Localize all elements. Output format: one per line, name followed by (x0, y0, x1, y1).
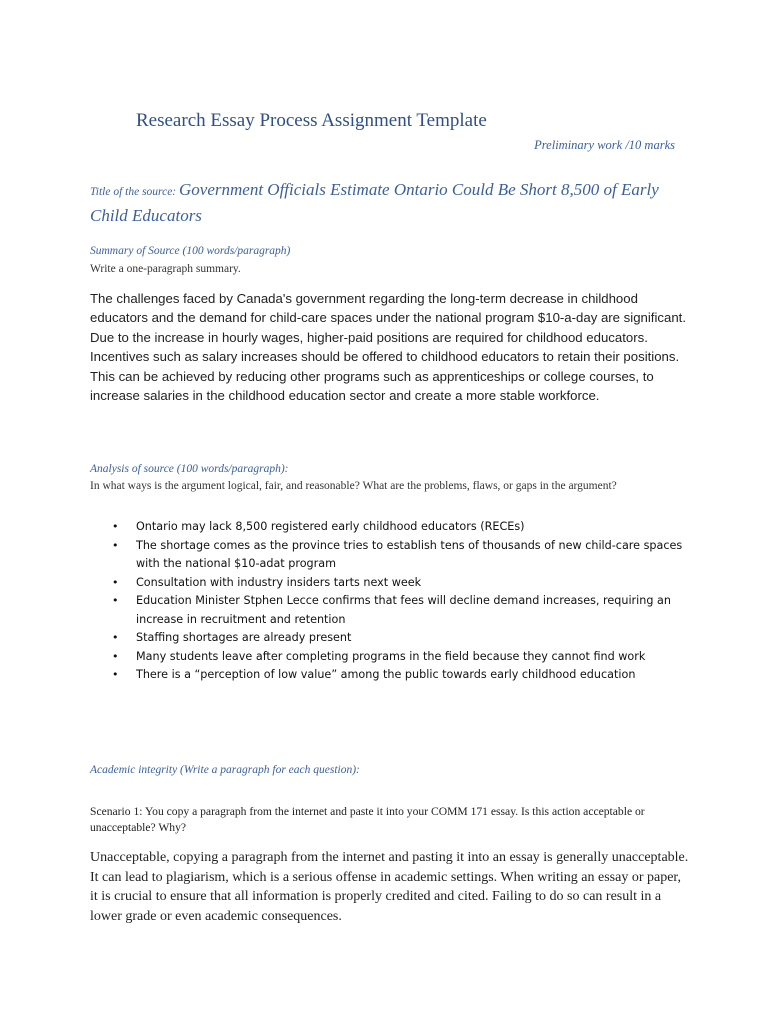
bullet-text: Consultation with industry insiders tarts next week (136, 575, 422, 589)
preliminary-marks: Preliminary work /10 marks (534, 138, 675, 152)
analysis-heading: Analysis of source (100 words/paragraph): (90, 463, 289, 475)
list-item (112, 537, 692, 574)
bullet-text: There is a “perception of low value” among the public towards early childhood education (136, 668, 636, 681)
bullet-icon: • (112, 520, 119, 533)
list-item (112, 574, 692, 593)
bullet-text: Ontario may lack 8,500 registered early childhood educators (RECEs) (136, 520, 525, 533)
page-title: Research Essay Process Assignment Template (136, 110, 487, 131)
summary-heading: Summary of Source (100 words/paragraph) (90, 245, 291, 257)
bullet-icon: • (112, 649, 119, 663)
bullet-icon: • (112, 668, 119, 681)
scenario-1-question: Scenario 1: You copy a paragraph from the internet and paste it into your COMM 171 essay. Is this action acceptable or unacceptable? Why? (90, 805, 645, 834)
list-item (112, 666, 692, 685)
source-title-label: Title of the source: (90, 186, 180, 198)
bullet-icon: • (112, 594, 119, 607)
bullet-icon: • (112, 631, 119, 644)
source-title-block (90, 178, 690, 229)
scenario-1-answer: Unacceptable, copying a paragraph from the internet and pasting it into an essay is generally unacceptable. It can lead to plagiarism, which is a serious offense in academic settings. When writing an essay or paper, it is crucial to ensure that all information is properly credited and cited. Failing to do so can result in a lower grade or even academic consequences. (90, 850, 689, 924)
analysis-bullet-list (112, 518, 692, 685)
integrity-heading: Academic integrity (Write a paragraph for each question): (90, 764, 360, 776)
bullet-icon: • (112, 575, 119, 589)
list-item (112, 648, 692, 667)
bullet-icon: • (112, 538, 119, 552)
analysis-instruction: In what ways is the argument logical, fair, and reasonable? What are the problems, flaws, or gaps in the argument? (90, 480, 617, 492)
bullet-text: Many students leave after completing programs in the field because they cannot find work (136, 649, 646, 663)
bullet-text: Staffing shortages are already present (136, 631, 352, 644)
source-title: Government Officials Estimate Ontario Could Be Short 8,500 of Early Child Educators (90, 180, 659, 225)
summary-text: The challenges faced by Canada's government regarding the long-term decrease in childhood educators and the demand for child-care spaces under the national program $10-a-day are significant. Due to the increase in hourly wages, higher-paid positions are required for childhood educators. Incentives such as salary increases should be offered to childhood educators to retain their positions. This can be achieved by reducing other programs such as apprenticeships or college courses, to increase salaries in the childhood education sector and create a more stable workforce. (90, 291, 686, 404)
list-item (112, 592, 692, 629)
bullet-text: The shortage comes as the province tries to establish tens of thousands of new child-care spaces with the national $10-adat program (136, 538, 683, 570)
bullet-text: Education Minister Stphen Lecce confirms that fees will decline demand increases, requiring an increase in recruitment and retention (136, 594, 671, 626)
summary-instruction: Write a one-paragraph summary. (90, 263, 241, 275)
list-item (112, 629, 692, 648)
list-item (112, 518, 692, 537)
